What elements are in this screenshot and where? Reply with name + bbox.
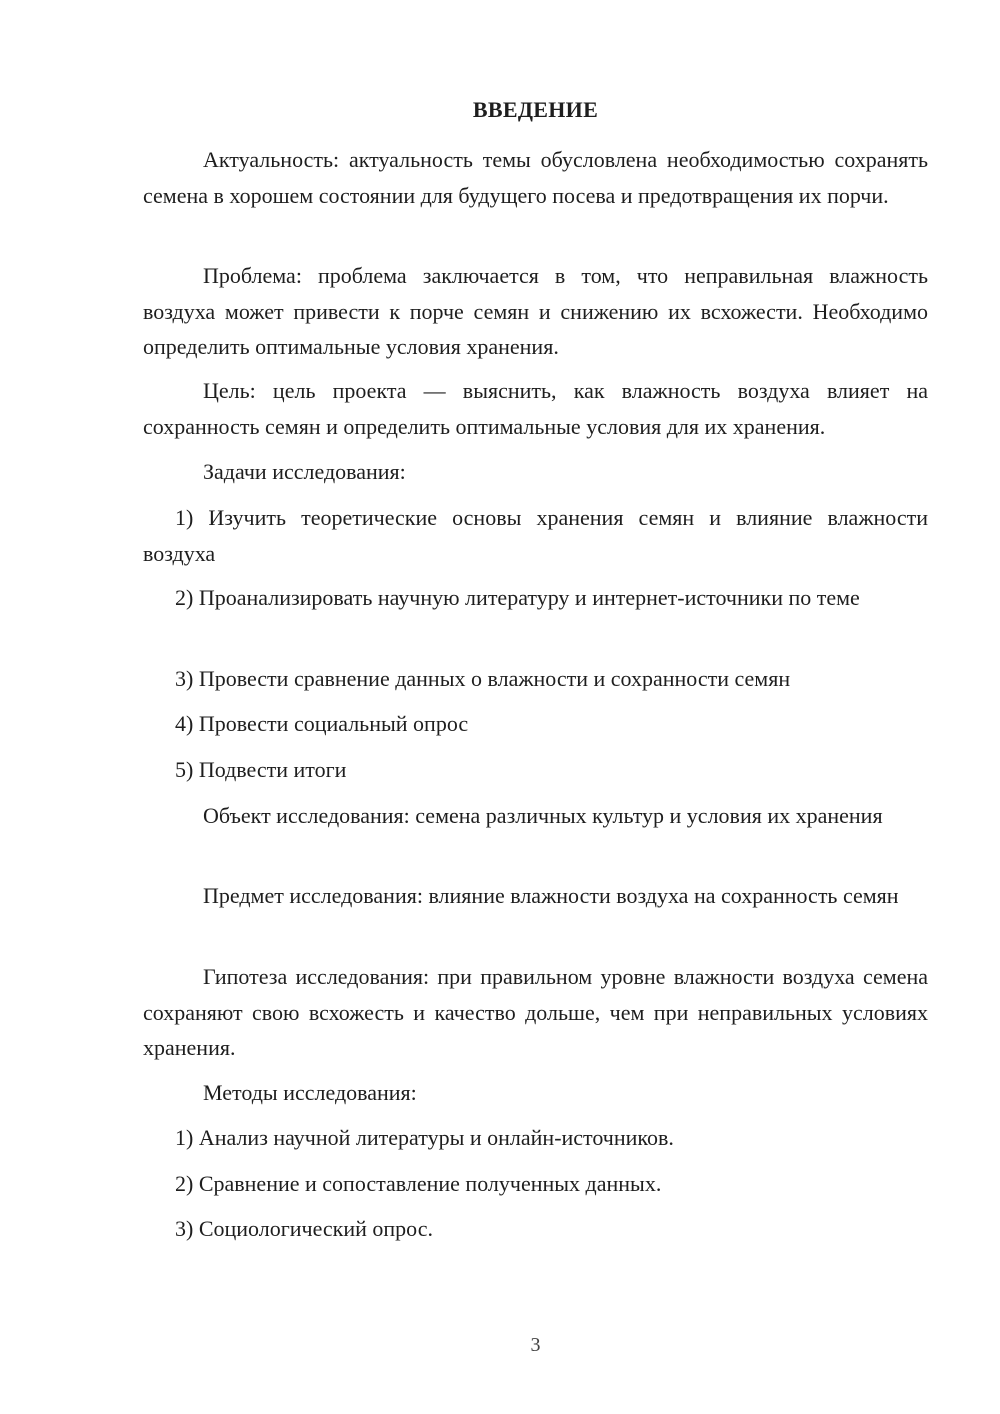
task-item-1: 1) Изучить теоретические основы хранения семян и влияние влажности воздуха	[143, 505, 928, 566]
task-item-5: 5) Подвести итоги	[175, 757, 347, 782]
methods-heading: Методы исследования:	[203, 1080, 417, 1105]
paragraph-relevance: Актуальность: актуальность темы обусловлена необходимостью сохранять семена в хорошем состоянии для будущего посева и предотвращения их порчи.	[143, 147, 928, 208]
task-item-4: 4) Провести социальный опрос	[175, 711, 469, 736]
document-page	[143, 0, 928, 1414]
method-item-3: 3) Социологический опрос.	[175, 1216, 433, 1241]
method-item-2: 2) Сравнение и сопоставление полученных данных.	[175, 1171, 662, 1196]
section-title: ВВЕДЕНИЕ	[472, 97, 599, 122]
task-item-2: 2) Проанализировать научную литературу и интернет-источники по теме	[175, 585, 860, 610]
tasks-heading: Задачи исследования:	[203, 459, 406, 484]
paragraph-subject: Предмет исследования: влияние влажности воздуха на сохранность семян	[203, 883, 899, 908]
method-item-1: 1) Анализ научной литературы и онлайн-источников.	[175, 1125, 674, 1150]
page-number: 3	[530, 1334, 541, 1356]
paragraph-object: Объект исследования: семена различных культур и условия их хранения	[203, 803, 883, 828]
paragraph-problem: Проблема: проблема заключается в том, что неправильная влажность воздуха может привести к порче семян и снижению их всхожести. Необходимо определить оптимальные условия хранения.	[143, 263, 928, 359]
paragraph-hypothesis: Гипотеза исследования: при правильном уровне влажности воздуха семена сохраняют свою всхожесть и качество дольше, чем при неправильных условиях хранения.	[143, 964, 928, 1060]
task-item-3: 3) Провести сравнение данных о влажности и сохранности семян	[175, 666, 791, 691]
paragraph-goal: Цель: цель проекта — выяснить, как влажность воздуха влияет на сохранность семян и определить оптимальные условия для их хранения.	[143, 378, 928, 439]
